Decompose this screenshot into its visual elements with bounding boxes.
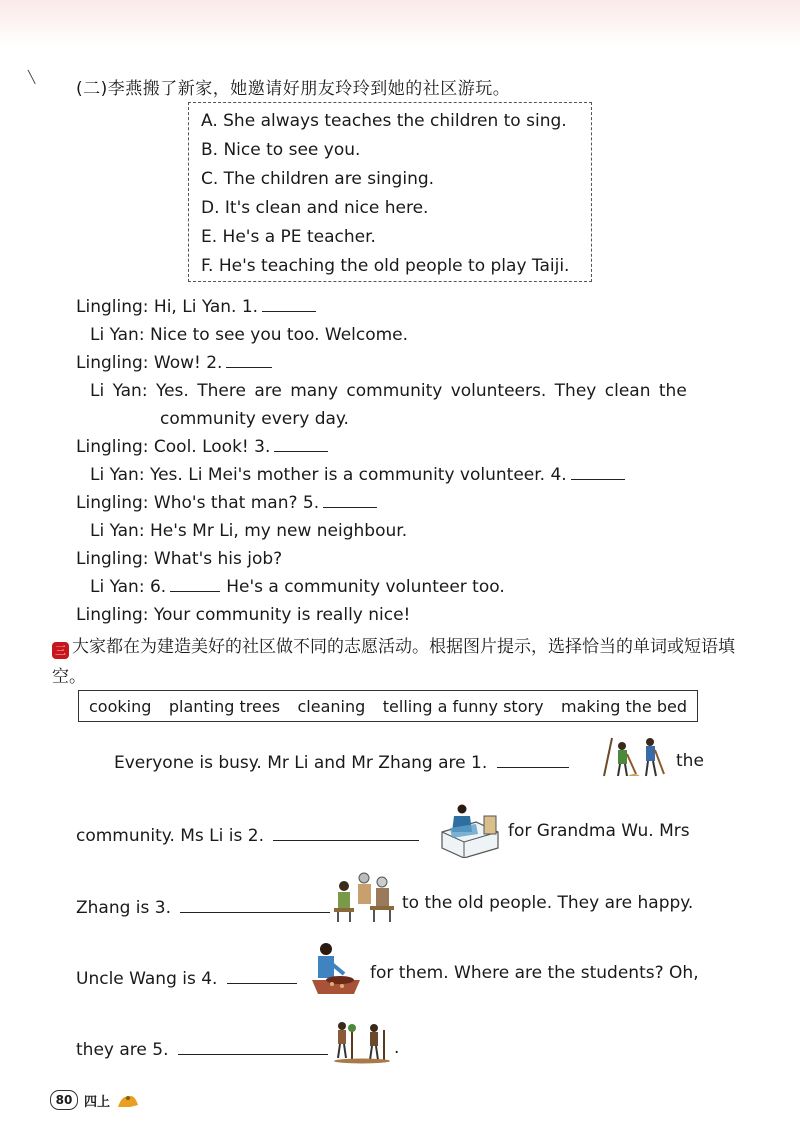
dialogue-text: What's his job? (153, 549, 283, 569)
dialogue-line-2 (90, 324, 408, 346)
answer-blank-6[interactable] (170, 577, 220, 592)
passage-text: they are 5. (76, 1040, 169, 1060)
word-bank (78, 690, 698, 722)
dialogue-line-5 (76, 436, 328, 458)
passage-line-1b (676, 750, 704, 772)
dialogue-text: Yes. Li Mei's mother is a community volunteer. 4. (149, 465, 567, 485)
making-bed-picture (436, 802, 502, 858)
dialogue-text: Who's that man? 5. (153, 493, 320, 513)
dialogue-line-4 (90, 380, 687, 402)
planting-trees-picture (330, 1020, 394, 1064)
passage-line-3 (76, 897, 330, 919)
dialogue-line-11 (76, 604, 410, 626)
speaker: Lingling: (76, 493, 149, 513)
mascot-icon (116, 1091, 140, 1109)
answer-blank-p4[interactable] (227, 969, 297, 984)
dialogue-text: He's Mr Li, my new neighbour. (149, 521, 408, 541)
dialogue-text: 6. (149, 577, 167, 597)
passage-text: to the old people. They are happy. (402, 893, 694, 913)
answer-blank-p2[interactable] (273, 826, 419, 841)
passage-text: Everyone is busy. Mr Li and Mr Zhang are 1. (114, 753, 488, 773)
passage-text: the (676, 751, 704, 771)
section3-heading (52, 632, 752, 692)
section3-heading-text: 大家都在为建造美好的社区做不同的志愿活动。根据图片提示，选择恰当的单词或短语填空。 (52, 637, 735, 687)
cleaning-picture (600, 734, 670, 780)
answer-blank-3[interactable] (274, 437, 328, 452)
dialogue-line-10 (90, 576, 505, 598)
margin-mark: ╲ (28, 70, 36, 84)
option-e: E. He's a PE teacher. (201, 227, 376, 247)
answer-blank-5[interactable] (323, 493, 377, 508)
speaker: Li Yan: (90, 577, 145, 597)
speaker: Lingling: (76, 353, 149, 373)
passage-text: community. Ms Li is 2. (76, 826, 264, 846)
passage-line-4b (370, 962, 699, 984)
passage-line-5b (394, 1037, 399, 1059)
answer-blank-1[interactable] (262, 297, 316, 312)
speaker: Lingling: (76, 437, 149, 457)
dialogue-text-after: He's a community volunteer too. (226, 577, 505, 597)
dialogue-line-4-cont (160, 408, 349, 430)
section-number-icon: 三 (52, 642, 69, 659)
dialogue-line-1 (76, 296, 316, 318)
dialogue-line-6 (90, 464, 625, 486)
passage-text: Uncle Wang is 4. (76, 969, 218, 989)
dialogue-line-8 (90, 520, 407, 542)
passage-line-3b (402, 892, 693, 914)
option-a: A. She always teaches the children to sing. (201, 111, 567, 131)
option-f: F. He's teaching the old people to play Taiji. (201, 256, 570, 276)
word-option: telling a funny story (382, 696, 544, 716)
dialogue-text: Nice to see you too. Welcome. (149, 325, 409, 345)
option-c: C. The children are singing. (201, 169, 435, 189)
speaker: Li Yan: (90, 325, 145, 345)
speaker: Li Yan: (90, 381, 148, 401)
dialogue-text: Cool. Look! 3. (153, 437, 271, 457)
word-option: cleaning (297, 696, 366, 716)
dialogue-line-7 (76, 492, 377, 514)
word-option: cooking (89, 696, 152, 716)
dialogue-line-3 (76, 352, 272, 374)
dialogue-text: Hi, Li Yan. 1. (153, 297, 259, 317)
passage-line-1 (114, 752, 569, 774)
passage-line-2 (76, 825, 419, 847)
speaker: Li Yan: (90, 521, 145, 541)
answer-blank-2[interactable] (226, 353, 272, 368)
dialogue-line-9 (76, 548, 282, 570)
page-number: 80 (50, 1090, 78, 1110)
speaker: Lingling: (76, 297, 149, 317)
passage-text: Zhang is 3. (76, 898, 172, 918)
options-box (188, 102, 592, 282)
passage-line-2b (508, 820, 690, 842)
option-b: B. Nice to see you. (201, 140, 361, 160)
passage-line-4 (76, 968, 297, 990)
dialogue-text: Your community is really nice! (153, 605, 411, 625)
answer-blank-p5[interactable] (178, 1040, 328, 1055)
passage-text: for them. Where are the students? Oh, (370, 963, 699, 983)
dialogue-text: community every day. (160, 409, 349, 429)
answer-blank-p3[interactable] (180, 898, 330, 913)
answer-blank-4[interactable] (571, 465, 625, 480)
passage-text: . (394, 1038, 400, 1058)
passage-line-5 (76, 1039, 328, 1061)
option-d: D. It's clean and nice here. (201, 198, 429, 218)
cooking-picture (302, 940, 362, 1000)
speaker: Lingling: (76, 605, 149, 625)
dialogue-text: Wow! 2. (153, 353, 223, 373)
telling-story-picture (330, 866, 398, 926)
section2-title: (二)李燕搬了新家，她邀请好朋友玲玲到她的社区游玩。 (76, 79, 511, 99)
speaker: Li Yan: (90, 465, 145, 485)
grade-label: 四上 (84, 1094, 111, 1110)
speaker: Lingling: (76, 549, 149, 569)
page-footer (50, 1090, 140, 1110)
top-decoration (0, 0, 800, 46)
word-option: making the bed (561, 696, 687, 716)
dialogue-text: Yes. There are many community volunteers. They clean the (155, 381, 687, 401)
answer-blank-p1[interactable] (497, 753, 569, 768)
word-option: planting trees (168, 696, 281, 716)
passage-text: for Grandma Wu. Mrs (508, 821, 690, 841)
